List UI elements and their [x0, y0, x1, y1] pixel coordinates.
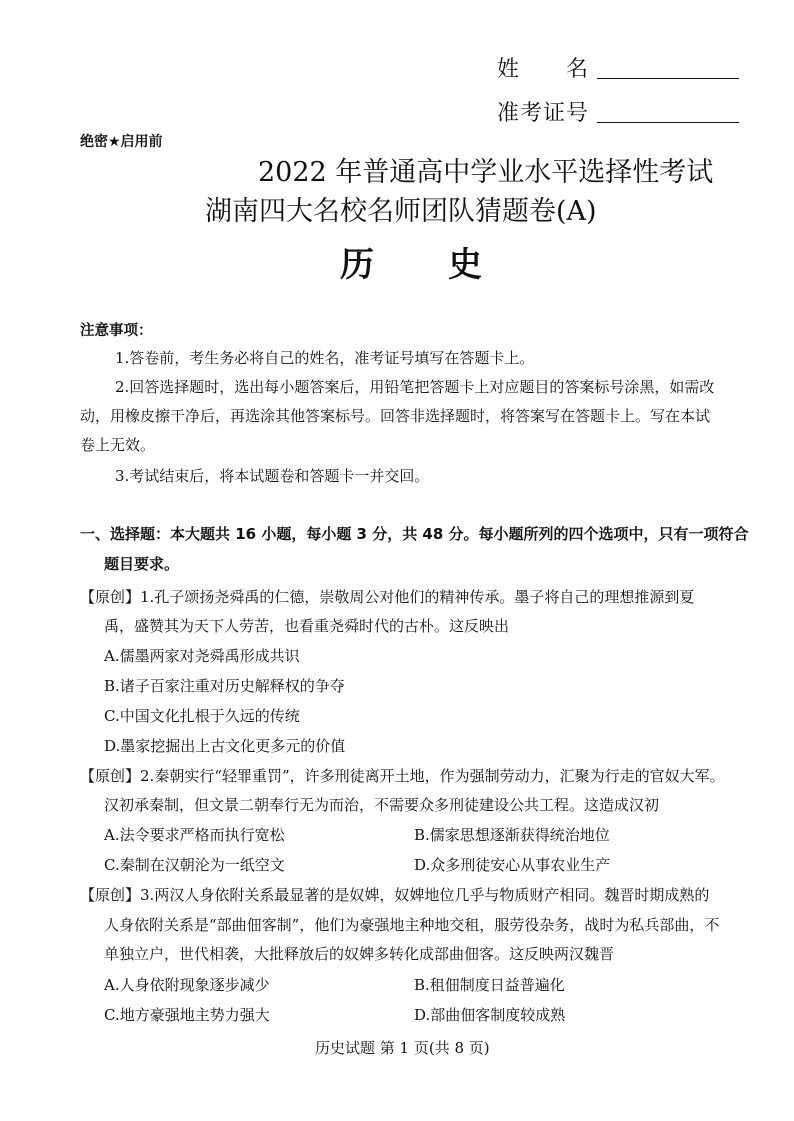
section-heading-cont: 题目要求。	[104, 555, 180, 573]
question-3-stem-cont: 人身依附关系是“部曲佃客制”，他们为豪强地主种地交租，服劳役杂务，战时为私兵部曲，不	[104, 916, 720, 934]
q1-option-b: B.诸子百家注重对历史解释权的争夺	[104, 677, 345, 695]
q3-option-d: D.部曲佃客制度较成熟	[414, 1006, 566, 1024]
question-2-stem: 2.秦朝实行“轻罪重罚”，许多刑徒离开土地，作为强制劳动力，汇聚为行走的官奴大军。	[140, 767, 725, 785]
original-tag: 【原创】	[80, 588, 141, 606]
confidential-label: 绝密★启用前	[80, 134, 163, 150]
q3-option-c: C.地方豪强地主势力强大	[104, 1006, 270, 1024]
name-label: 姓 名	[497, 57, 590, 82]
original-tag: 【原创】	[80, 767, 141, 785]
notice-title: 注意事项：	[80, 323, 153, 339]
q1-option-d: D.墨家挖掘出上古文化更多元的价值	[104, 737, 346, 755]
notice-item-3: 3.考试结束后，将本试题卷和答题卡一并交回。	[115, 467, 430, 485]
exam-title: 2022 年普通高中学业水平选择性考试	[258, 157, 714, 188]
notice-item-2: 2.回答选择题时，选出每小题答案后，用铅笔把答题卡上对应题目的答案标号涂黑，如需改	[115, 378, 715, 396]
q3-option-b: B.租佃制度日益普遍化	[414, 976, 565, 994]
notice-item-1: 1.答卷前，考生务必将自己的姓名，准考证号填写在答题卡上。	[115, 349, 535, 367]
q2-option-b: B.儒家思想逐渐获得统治地位	[414, 826, 610, 844]
q1-option-c: C.中国文化扎根于久远的传统	[104, 707, 300, 725]
q3-option-a: A.人身依附现象逐步减少	[104, 976, 270, 994]
question-1	[80, 583, 694, 611]
notice-item-2-cont: 动，用橡皮擦干净后，再选涂其他答案标号。回答非选择题时，将答案写在答题卡上。写在本试	[80, 407, 711, 425]
question-2-stem-cont: 汉初承秦制，但文景二朝奉行无为而治，不需要众多刑徒建设公共工程。这造成汉初	[104, 796, 660, 814]
question-3-stem: 3.两汉人身依附关系最显著的是奴婢，奴婢地位几乎与物质财产相同。魏晋时期成熟的	[140, 886, 710, 904]
question-3-stem-end: 单独立户，世代相袭，大批释放后的奴婢多转化成部曲佃客。这反映两汉魏晋	[104, 945, 615, 963]
exam-id-underline	[597, 122, 739, 123]
exam-subtitle: 湖南四大名校名师团队猜题卷(A)	[205, 196, 597, 227]
q2-option-d: D.众多刑徒安心从事农业生产	[414, 856, 611, 874]
section-heading: 一、选择题：本大题共 16 小题，每小题 3 分，共 48 分。每小题所列的四个选项中，只有一项符合	[80, 525, 749, 543]
q2-option-a: A.法令要求严格而执行宽松	[104, 826, 285, 844]
original-tag: 【原创】	[80, 886, 141, 904]
subject-title: 历 史	[340, 245, 484, 285]
page-footer: 历史试题 第 1 页(共 8 页)	[315, 1039, 490, 1057]
name-underline	[597, 78, 739, 79]
q2-option-c: C.秦制在汉朝沦为一纸空文	[104, 856, 285, 874]
question-1-stem-cont: 禹，盛赞其为天下人劳苦，也看重尧舜时代的古朴。这反映出	[104, 617, 510, 635]
exam-id-label: 准考证号	[497, 101, 590, 126]
q1-option-a: A.儒墨两家对尧舜禹形成共识	[104, 647, 300, 665]
question-2	[80, 762, 725, 790]
question-3	[80, 881, 709, 909]
question-1-stem: 1.孔子颂扬尧舜禹的仁德，崇敬周公对他们的精神传承。墨子将自己的理想推源到夏	[140, 588, 695, 606]
notice-item-2-end: 卷上无效。	[80, 436, 156, 454]
